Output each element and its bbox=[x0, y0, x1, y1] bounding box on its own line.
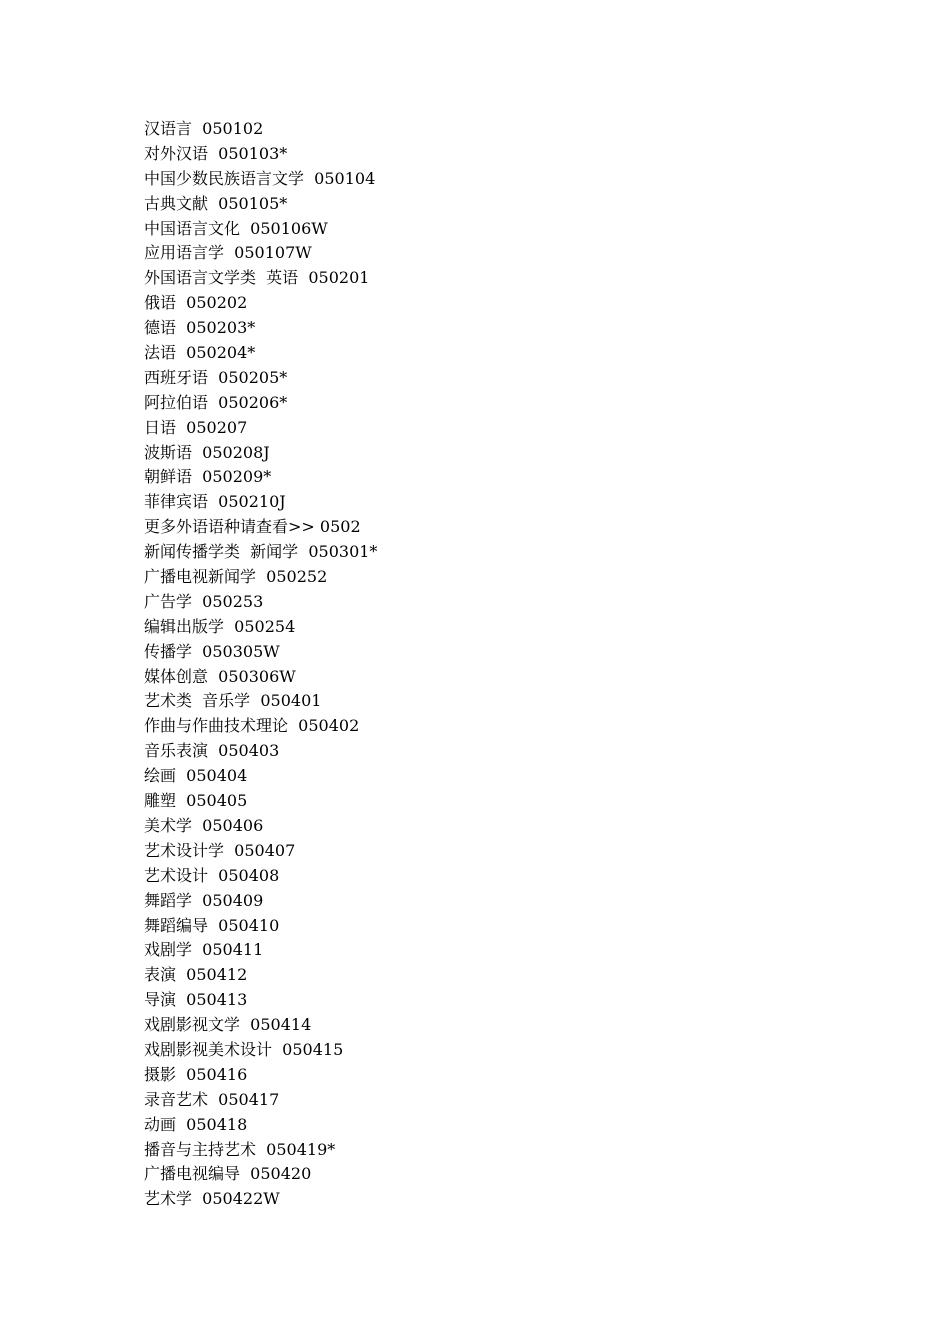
major-code-line: 音乐表演 050403 bbox=[144, 741, 280, 761]
major-code-line: 西班牙语 050205* bbox=[144, 367, 288, 387]
major-code-line: 法语 050204* bbox=[144, 343, 256, 363]
major-code-line: 媒体创意 050306W bbox=[144, 666, 296, 686]
major-code-line: 戏剧影视文学 050414 bbox=[144, 1015, 312, 1035]
major-code-line: 舞蹈学 050409 bbox=[144, 890, 264, 910]
major-code-line: 艺术学 050422W bbox=[144, 1189, 280, 1209]
major-code-line: 中国少数民族语言文学 050104 bbox=[144, 168, 376, 188]
major-code-line: 绘画 050404 bbox=[144, 766, 248, 786]
major-code-line: 汉语言 050102 bbox=[144, 119, 264, 138]
major-code-line: 德语 050203* bbox=[144, 318, 256, 338]
major-code-line: 广播电视新闻学 050252 bbox=[144, 567, 328, 587]
major-code-line: 阿拉伯语 050206* bbox=[144, 392, 288, 412]
major-code-line: 新闻传播学类 新闻学 050301* bbox=[144, 542, 378, 562]
major-code-line: 古典文献 050105* bbox=[144, 193, 288, 213]
major-code-line: 戏剧学 050411 bbox=[144, 940, 264, 960]
major-code-line: 戏剧影视美术设计 050415 bbox=[144, 1039, 344, 1059]
major-code-line: 广告学 050253 bbox=[144, 591, 264, 611]
major-code-line: 对外汉语 050103* bbox=[144, 143, 288, 163]
major-code-line: 舞蹈编导 050410 bbox=[144, 915, 280, 935]
major-code-line: 传播学 050305W bbox=[144, 641, 280, 661]
major-code-line: 美术学 050406 bbox=[144, 815, 264, 835]
major-code-line: 外国语言文学类 英语 050201 bbox=[144, 268, 370, 288]
major-code-line: 应用语言学 050107W bbox=[144, 243, 312, 263]
major-code-line: 广播电视编导 050420 bbox=[144, 1164, 312, 1184]
major-code-line: 更多外语语种请查看>> 0502 bbox=[144, 517, 361, 537]
major-code-line: 艺术类 音乐学 050401 bbox=[144, 691, 322, 711]
major-code-line: 表演 050412 bbox=[144, 965, 248, 985]
major-code-line: 日语 050207 bbox=[144, 417, 248, 437]
major-code-line: 菲律宾语 050210J bbox=[144, 492, 286, 512]
major-code-line: 艺术设计学 050407 bbox=[144, 840, 296, 860]
major-code-line: 中国语言文化 050106W bbox=[144, 218, 328, 238]
major-code-line: 动画 050418 bbox=[144, 1114, 248, 1134]
major-code-line: 雕塑 050405 bbox=[144, 791, 248, 811]
major-code-line: 录音艺术 050417 bbox=[144, 1089, 280, 1109]
major-code-line: 俄语 050202 bbox=[144, 293, 248, 313]
major-code-list bbox=[144, 117, 377, 1212]
major-code-line: 导演 050413 bbox=[144, 990, 248, 1010]
major-code-line: 摄影 050416 bbox=[144, 1064, 248, 1084]
major-code-line: 编辑出版学 050254 bbox=[144, 616, 296, 636]
major-code-line: 作曲与作曲技术理论 050402 bbox=[144, 716, 360, 736]
major-code-line: 朝鲜语 050209* bbox=[144, 467, 272, 487]
major-code-line: 艺术设计 050408 bbox=[144, 865, 280, 885]
major-code-line: 波斯语 050208J bbox=[144, 442, 270, 462]
major-code-line: 播音与主持艺术 050419* bbox=[144, 1139, 336, 1159]
